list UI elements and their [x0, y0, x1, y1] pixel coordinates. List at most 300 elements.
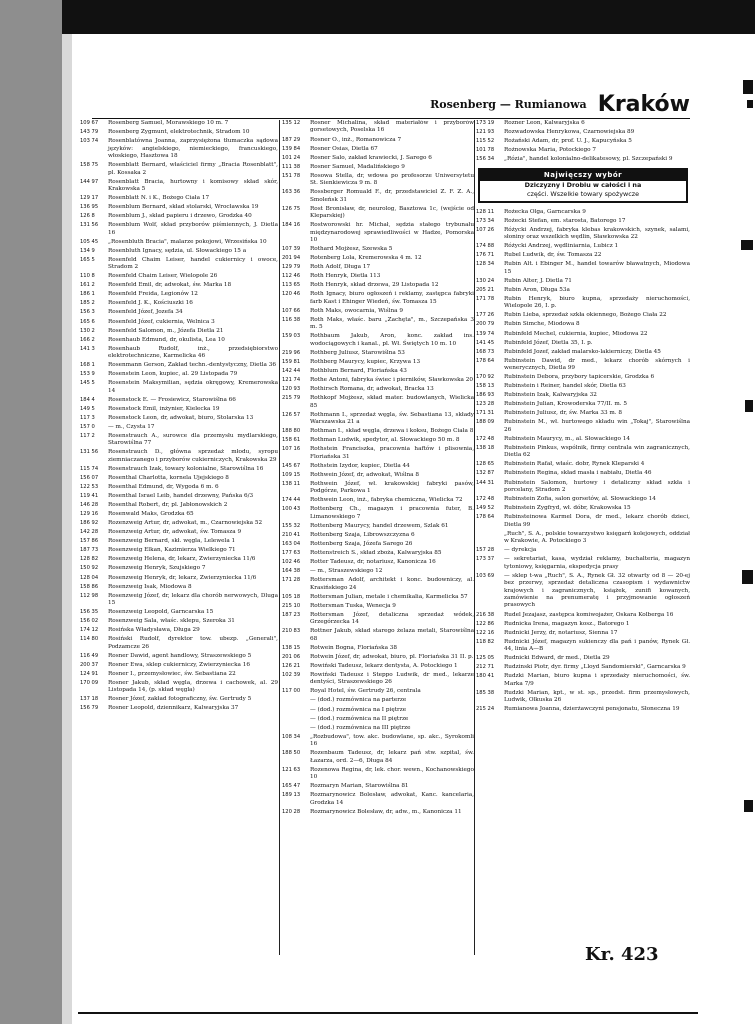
- subscriber-text: — sekretariat, kasa, wydział reklamy, buchalteria, magazyn tytoniowy, księgarnia, ekspedycja prasy: [504, 556, 690, 570]
- directory-entry: [476, 436, 690, 443]
- subscriber-text: Rottenberg Szaja, Józefa Sarego 26: [310, 540, 413, 547]
- phone-number: 149 52: [476, 505, 495, 512]
- subscriber-text: Rosenstock E. — Frosiewicz, Starowiślna 66: [108, 396, 236, 403]
- phone-number: 174 88: [476, 243, 495, 250]
- subscriber-text: Rothberg Maurycy, kupiec, Krzywa 13: [310, 358, 421, 365]
- subscriber-text: Rubin Lieba, sprzedaż szkła okiennego, Bożego Ciała 22: [504, 312, 667, 319]
- subscriber-text: Rubin Henryk, biuro kupna, sprzedaży nieruchomości, Wielopole 26, I. p.: [504, 295, 690, 310]
- subscriber-text: Rottersman Józef, detaliczna sprzedaż wódek, Grzegórzecka 14: [310, 611, 474, 626]
- phone-number: 158 86: [80, 583, 99, 590]
- subscriber-text: Rubinfeld Józef, Dietla 35, I. p.: [504, 339, 593, 346]
- subscriber-text: Rożnowska Maria, Potockiego 7: [504, 147, 597, 154]
- subscriber-text: Rosenblum J., skład papieru i drzewo, Grodzka 40: [108, 213, 252, 220]
- directory-entry: [282, 146, 474, 153]
- directory-entry: [476, 383, 690, 390]
- directory-entry: [282, 472, 474, 479]
- directory-entry: [80, 705, 278, 712]
- directory-entry: [80, 547, 278, 554]
- directory-entry: [80, 204, 278, 211]
- phone-number: 170 09: [80, 679, 99, 686]
- phone-number: 124 91: [80, 670, 99, 677]
- directory-entry: [80, 406, 278, 413]
- directory-entry: [282, 386, 474, 393]
- directory-entry: [80, 300, 278, 307]
- directory-entry: [80, 337, 278, 344]
- subscriber-text: Rosenstrauch A., surowce dla przemysłu mydlarskiego, Starowiślna 77: [108, 432, 278, 447]
- directory-entry: [476, 340, 690, 347]
- subscriber-text: Rosenmann Gerson, Zakład techn.-dentystyczny, Dietla 36: [108, 362, 276, 369]
- directory-entry: [282, 725, 474, 732]
- subscriber-text: Rozwadowska Henrykowa, Czarnowiejska 89: [504, 129, 635, 136]
- phone-number: 200 79: [476, 321, 495, 328]
- directory-entry: [80, 449, 278, 464]
- phone-number: 156 07: [80, 474, 99, 481]
- subscriber-text: Rosenbluth Ignacy, sędzia, ul. Słowackiego 15 a: [108, 247, 247, 254]
- subscriber-text: Rosenfeld Emil, dr, adwokat, św. Marka 18: [108, 282, 232, 289]
- directory-entry: [476, 410, 690, 417]
- subscriber-text: Rubinstein Maurycy, m., al. Słowackiego 14: [504, 435, 630, 442]
- phone-number: 111 38: [282, 163, 301, 170]
- directory-entry: [282, 809, 474, 816]
- subscriber-text: Rubin Alt. i Ebinger M., handel towarów bławatnych, Miodowa 15: [504, 261, 690, 275]
- directory-entry: [80, 319, 278, 326]
- subscriber-text: Rosińska Władysława, Długa 29: [108, 627, 200, 634]
- subscriber-text: Rosenblatt N. i K., Bożego Ciała 17: [108, 195, 210, 202]
- phone-number: 168 73: [476, 348, 495, 355]
- subscriber-text: Rosenzweig Isak, Miodowa 8: [108, 583, 192, 590]
- directory-entry: [282, 550, 474, 557]
- subscriber-text: Rosenzweig Sala, właśc. sklepu, Szeroka 31: [108, 618, 235, 625]
- directory-entry: [282, 716, 474, 723]
- phone-number: 163 36: [282, 189, 301, 196]
- phone-number: 142 28: [80, 529, 99, 536]
- directory-entry: [282, 446, 474, 461]
- directory-entry: [80, 222, 278, 237]
- phone-number: 116 49: [80, 652, 99, 659]
- scan-gutter-edge: [62, 0, 72, 1024]
- subscriber-text: Rozenzweig Artur, dr, adwokat, m., Czarnowiejska 52: [108, 520, 263, 527]
- directory-entry: [476, 331, 690, 338]
- phone-number: 136 95: [80, 204, 99, 211]
- phone-number: 158 61: [282, 437, 301, 444]
- directory-entry: [476, 312, 690, 319]
- directory-column-2: [282, 120, 474, 950]
- directory-entry: [80, 466, 278, 473]
- ad-title: Najwięcszy wybór: [480, 170, 686, 181]
- subscriber-text: Rosner Jakub, skład węgla, drzewa i cachowek, al. 29 Listopada 14, (p. skład węgla): [108, 679, 278, 694]
- directory-entry: [282, 734, 474, 749]
- directory-entry: [282, 523, 474, 530]
- directory-entry: [476, 612, 690, 619]
- subscriber-text: Rothkopf Mojżesz, skład mater. budowlanych, Wielicka 85: [310, 395, 474, 409]
- directory-entry: [80, 609, 278, 616]
- directory-entry: [476, 419, 690, 434]
- subscriber-text: Rubinstein Rafał, właśc. dobr, Rynek Kleparski 4: [504, 461, 645, 468]
- subscriber-text: Rozenowa Regina, dr, lek. chor. wewn., Kochanowskiego 10: [310, 766, 474, 781]
- subscriber-text: Rubinstein Julian, Krowoderska 77/II. m. 5: [504, 401, 628, 408]
- subscriber-text: Rosenblatt Bernard, właściciel firmy „Bracia Rosenblatt", pl. Kossaka 2: [108, 162, 278, 176]
- phone-number: 129 16: [80, 511, 99, 518]
- phone-number: 102 46: [282, 559, 301, 566]
- subscriber-text: — sklep t-wa „Ruch", S. A., Rynek Gł. 32 otwarty od 8 — 20-ej bez przerwy, sprzedaż detaliczna czasopism i wydawnictw krajowych i zagranicznych, książek, zunifi kowanych, zamówienie na prenumeratę i przyjmowanie ogłoszeń prasowych: [504, 572, 690, 609]
- subscriber-text: Rożecka Olga, Garncarska 9: [504, 208, 586, 215]
- subscriber-text: „Rózia", handel kolonialno-delikatesowy, pl. Szczepański 9: [504, 156, 673, 163]
- subscriber-text: Rottenberg Ch., magazyn i pracownia futer, B. Limanowskiego 7: [310, 506, 474, 520]
- directory-entry: [282, 612, 474, 627]
- subscriber-text: Rosenfeld J. K., Kościuszki 16: [108, 300, 193, 307]
- directory-entry: [282, 291, 474, 306]
- phone-number: 131 56: [80, 222, 99, 229]
- subscriber-text: Rosner Józef, zakład fotograficzny, św. Gertrudy 5: [108, 696, 252, 703]
- subscriber-text: Rudnicki Józef, magazyn sukienczy dla pań i panów, Rynek Gł. 44, linia A—B: [504, 638, 690, 653]
- directory-entry: [476, 470, 690, 477]
- column-divider: [474, 120, 475, 955]
- subscriber-text: Rosner Leopold, dziennikarz, Kalwaryjska 37: [108, 705, 239, 712]
- phone-number: 122 53: [80, 484, 99, 491]
- subscriber-text: Rubinstein Zofia, salon gorsetów, al. Słowackiego 14: [504, 496, 656, 503]
- directory-entry: [282, 481, 474, 496]
- phone-number: 112 46: [282, 273, 301, 280]
- directory-entry: [282, 577, 474, 592]
- phone-number: 144 97: [80, 178, 99, 185]
- directory-entry: [80, 680, 278, 695]
- subscriber-text: Rozmaryn Marian, Starowiślna 81: [310, 783, 409, 790]
- subscriber-text: Rosenfeld Chaim Leiser, handel cukiernicy i owoce, Stradom 2: [108, 256, 278, 271]
- directory-entry: [80, 593, 278, 608]
- directory-entry: [282, 428, 474, 435]
- phone-number: 156 35: [80, 609, 99, 616]
- directory-entry: [282, 173, 474, 188]
- directory-entry: [282, 395, 474, 410]
- subscriber-text: Rotter Tadeusz, dr, notariusz, Kanonicza 16: [310, 559, 436, 566]
- directory-entry: [282, 645, 474, 652]
- subscriber-text: Rosner Ewa, sklep cukierniczy, Zwierzyniecka 16: [108, 661, 250, 668]
- subscriber-text: Rubinsteinowa Karmel Dora, dr med., lekarz chorób dzieci, Dietla 99: [504, 514, 690, 528]
- subscriber-text: Rubin Simche, Miodowa 8: [504, 321, 580, 328]
- phone-number: 177 26: [476, 312, 495, 319]
- phone-number: 145 67: [282, 462, 301, 469]
- subscriber-text: Rothwein Józef, wł. krakowskiej fabryki pasów, Podgórze, Parkowa 1: [310, 480, 474, 495]
- phone-number: 126 8: [80, 213, 95, 220]
- directory-entry: [80, 120, 278, 127]
- phone-number: 118 82: [476, 638, 495, 645]
- running-head: Rosenberg — Rumianowa: [430, 98, 587, 111]
- phone-number: 105 18: [282, 593, 301, 600]
- phone-number: 139 84: [282, 145, 301, 152]
- subscriber-text: Rothwein Leon, inż., fabryka chemiczna, Wielicka 72: [310, 497, 463, 504]
- directory-entry: [282, 164, 474, 171]
- phone-number: 150 92: [80, 565, 99, 572]
- directory-entry: [476, 639, 690, 654]
- directory-entry: [476, 261, 690, 276]
- directory-column-1: [80, 120, 278, 950]
- directory-entry: [476, 321, 690, 328]
- phone-number: 105 45: [80, 238, 99, 245]
- subscriber-text: Rowiński Tadeusz, lekarz dentysta, A. Potockiego 1: [310, 662, 458, 669]
- subscriber-text: Rosenthal Israel Leib, handel drzewny, Pańska 6/3: [108, 493, 254, 500]
- directory-entry: [80, 371, 278, 378]
- phone-number: 144 31: [476, 479, 495, 486]
- subscriber-text: Rożecki Stefan, em. starosta, Batorego 17: [504, 217, 626, 224]
- directory-entry: [80, 627, 278, 634]
- directory-entry: [80, 273, 278, 280]
- subscriber-text: Rosowa Stella, dr, wdowa po profesorze Uniwersytetu St. Sienkiewicza 9 m. 8: [310, 172, 474, 187]
- directory-entry: [476, 556, 690, 571]
- directory-entry: [80, 138, 278, 160]
- phone-number: 115 52: [476, 138, 495, 145]
- phone-number: 116 38: [282, 316, 301, 323]
- subscriber-text: Rubinstein Juliusz, dr, św. Marka 33 m. 8: [504, 410, 623, 417]
- directory-entry: [282, 688, 474, 695]
- phone-number: 156 79: [80, 705, 99, 712]
- subscriber-text: Rottenstreich S., skład zboża, Kalwaryjska 85: [310, 550, 442, 557]
- directory-entry: [476, 496, 690, 503]
- directory-entry: [282, 672, 474, 687]
- directory-entry: [80, 575, 278, 582]
- directory-entry: [80, 415, 278, 422]
- phone-number: 146 28: [80, 502, 99, 509]
- phone-number: 115 74: [80, 465, 99, 472]
- directory-entry: [476, 573, 690, 610]
- subscriber-text: Rosenberg Zygmunt, elektrotechnik, Stradom 10: [108, 129, 250, 136]
- directory-entry: [282, 437, 474, 444]
- phone-number: 173 19: [476, 120, 495, 126]
- phone-number: 170 92: [476, 374, 495, 381]
- subscriber-text: Rudnicka Irena, magazyn kosz., Batorego 1: [504, 620, 630, 627]
- subscriber-text: Rozmarynowicz Bolesław, adwokat, Kanc. kancelaria, Grodzka 14: [310, 792, 474, 806]
- directory-entry: [476, 630, 690, 637]
- directory-entry: [80, 696, 278, 703]
- phone-number: 210 41: [282, 531, 301, 538]
- phone-number: 187 23: [282, 611, 301, 618]
- phone-number: 142 44: [282, 368, 301, 375]
- phone-number: 117 2: [80, 432, 95, 439]
- directory-entry: [80, 653, 278, 660]
- directory-entry: [282, 246, 474, 253]
- phone-number: 205 21: [476, 286, 495, 293]
- directory-entry: [282, 541, 474, 548]
- directory-entry: [476, 278, 690, 285]
- phone-number: 103 69: [476, 572, 495, 579]
- phone-number: 128 11: [476, 208, 495, 215]
- phone-number: 131 56: [80, 449, 99, 456]
- directory-entry: [80, 636, 278, 651]
- subscriber-text: Rothard Mojżesz, Szewska 5: [310, 246, 393, 253]
- directory-entry: [282, 333, 474, 348]
- subscriber-text: Rosenzweig Elkan, Kazimierza Wielkiego 71: [108, 547, 236, 554]
- subscriber-text: Rudnicki Jerzy, dr, notariusz, Sienna 17: [504, 629, 618, 636]
- phone-number: 165 6: [80, 318, 95, 325]
- subscriber-text: Rosenhaub Edmund, dr, okulista, Lea 10: [108, 336, 225, 343]
- subscriber-text: Rost Bronisław, dr, neurolog, Basztowa 1c, (wejście od Kleparskiej): [310, 205, 474, 220]
- directory-entry: [476, 252, 690, 259]
- phone-number: 186 93: [476, 392, 495, 399]
- directory-entry: [282, 155, 474, 162]
- phone-number: 166 2: [80, 336, 95, 343]
- subscriber-text: Rubinstein Regina, skład masła i nabiału, Dietla 46: [504, 470, 652, 477]
- phone-number: 141 3: [80, 345, 95, 352]
- subscriber-text: Rosner Michalina, skład materiałów i przyborów gorsetowych, Poselska 16: [310, 120, 474, 134]
- phone-number: 157 28: [476, 547, 495, 554]
- phone-number: 212 71: [476, 664, 495, 671]
- directory-entry: [282, 350, 474, 357]
- directory-entry: [282, 750, 474, 765]
- page-number: Kr. 423: [585, 944, 659, 965]
- phone-number: 120 93: [282, 386, 301, 393]
- directory-entry: [80, 328, 278, 335]
- subscriber-text: Rubin Aron, Długa 53a: [504, 286, 570, 293]
- phone-number: 101 24: [282, 154, 301, 161]
- phone-number: 158 75: [80, 162, 99, 169]
- subscriber-text: Rotwein Józef, dr, adwokat, biuro, pl. Floriańska 31 II. p.: [310, 653, 474, 660]
- directory-entry: [80, 520, 278, 527]
- subscriber-text: Rubinstein Salomon, hurtowy i detaliczny skład szkła i porcelany, Stradom 2: [504, 479, 690, 493]
- subscriber-text: Rottersman Tuska, Wenecja 9: [310, 602, 396, 609]
- directory-entry: [476, 706, 690, 713]
- subscriber-text: Rosenzweig Bernard, skł. węgla, Lelewela 1: [108, 538, 236, 545]
- phone-number: 120 28: [282, 808, 301, 815]
- subscriber-text: Rubinfeld Mechel, cukiernia, kupiec, Miodowa 22: [504, 330, 648, 337]
- subscriber-text: Różycki Andrzej, fabryka klebas krakowskich, szynek, salami, słoniny oraz wszelkich wędlin, Sławkowska 22: [504, 226, 690, 241]
- subscriber-text: Rozmarynowicz Bolesław, dr, adw., m., Kanonicza 11: [310, 808, 462, 815]
- subscriber-text: Rosenstock Leon, dr, adwokat, biuro, Stolarska 13: [108, 414, 254, 421]
- phone-number: 132 87: [476, 470, 495, 477]
- phone-number: 126 21: [282, 662, 301, 669]
- phone-number: 200 37: [80, 661, 99, 668]
- phone-number: 137 18: [80, 696, 99, 703]
- phone-number: 215 79: [282, 395, 301, 402]
- directory-entry: [80, 584, 278, 591]
- phone-number: 149 5: [80, 405, 95, 412]
- phone-number: 178 64: [476, 357, 495, 364]
- subscriber-text: Rudzinski Piotr, dyr. firmy „Lloyd Sandomierski", Garncarska 9: [504, 664, 686, 671]
- directory-entry: [282, 628, 474, 643]
- subscriber-text: Różycki Andrzej, wędliniarnia, Lubicz 1: [504, 243, 619, 250]
- subscriber-text: Royal Hotel, św. Gertrudy 26, centrala: [310, 688, 421, 695]
- subscriber-text: Rubinstein Debora, przybory tapicerskie, Grodzka 6: [504, 374, 655, 381]
- phone-number: 215 10: [282, 602, 301, 609]
- phone-number: 201 06: [282, 653, 301, 660]
- ad-line-1: Dziczyzny i Drobiu w całości i na: [524, 180, 642, 189]
- phone-number: 156 02: [80, 618, 99, 625]
- directory-entry: [476, 374, 690, 381]
- subscriber-text: Rothberg Juliusz, Starowiślna 53: [310, 349, 405, 356]
- directory-entry: [282, 463, 474, 470]
- directory-entry: [282, 594, 474, 601]
- phone-number: 157 0: [80, 423, 95, 430]
- phone-number: 126 75: [282, 205, 301, 212]
- phone-number: 107 16: [282, 446, 301, 453]
- subscriber-text: — m., Straszewskiego 12: [310, 568, 383, 575]
- phone-number: 145 5: [80, 380, 95, 387]
- subscriber-text: Rosenfeld Chaim Leiser, Wielopole 26: [108, 273, 218, 280]
- subscriber-text: Rubin Alter, J. Dietla 71: [504, 277, 572, 284]
- phone-number: 123 28: [476, 401, 495, 408]
- phone-number: 158 13: [476, 383, 495, 390]
- directory-entry: [80, 671, 278, 678]
- scan-right-edge-marks: [739, 0, 755, 1024]
- header-rule: [92, 118, 690, 119]
- subscriber-text: Rottenberg Szaja, Librowszczyzna 6: [310, 531, 415, 538]
- phone-number: 126 57: [282, 411, 301, 418]
- directory-entry: [80, 529, 278, 536]
- directory-entry: [282, 497, 474, 504]
- directory-entry: [80, 380, 278, 395]
- directory-entry: [282, 255, 474, 262]
- subscriber-text: Rosenwald Maks, Grodzka 65: [108, 511, 194, 518]
- subscriber-text: Rothstein Izydor, kupiec, Dietla 44: [310, 462, 410, 469]
- directory-entry: [476, 531, 690, 546]
- subscriber-text: Rudzki Marian, kpt., w st. sp., przedst. firm przemysłowych, Ludwik, Olkuska 26: [504, 689, 690, 704]
- directory-entry: [80, 511, 278, 518]
- directory-entry: [80, 179, 278, 194]
- subscriber-text: Rosenstrauch D., główna sprzedaż młodu, syropu ziemniaczanego i przyborów cukierniczych, Krakowska 29: [108, 449, 278, 463]
- ad-line-2: części. Wszelkie towary spożywcze: [526, 189, 640, 198]
- phone-number: 121 93: [476, 129, 495, 136]
- subscriber-text: Rothe Antoni, fabryka świec i pierników, Sławkowska 20: [310, 377, 473, 384]
- subscriber-text: Rosiński Rudolf, dyrektor tow. ubezp. „Generali", Podzamcze 26: [108, 636, 278, 650]
- phone-number: 157 86: [80, 538, 99, 545]
- directory-entry: [80, 129, 278, 136]
- phone-number: 153 9: [80, 371, 95, 378]
- phone-number: 165 5: [80, 256, 95, 263]
- directory-entry: [80, 162, 278, 177]
- subscriber-text: Rosner Osias, Dietla 67: [310, 145, 378, 152]
- directory-entry: [282, 137, 474, 144]
- subscriber-text: — (dod.) rozmównica na parterze: [310, 697, 407, 704]
- subscriber-text: Rubinfeld Jozef, zakład malarsko-lakierniczy, Dietla 45: [504, 348, 661, 355]
- subscriber-text: Roth Adolf, Długa 17: [310, 264, 371, 271]
- phone-number: 128 04: [80, 574, 99, 581]
- phone-number: 171 28: [282, 577, 301, 584]
- phone-number: 122 16: [476, 629, 495, 636]
- subscriber-text: Rożański Adam, dr, prof. U. J., Kapucyńska 5: [504, 138, 632, 145]
- bottom-rule: [78, 1012, 698, 1014]
- phone-number: 100 43: [282, 506, 301, 513]
- directory-entry: [476, 243, 690, 250]
- subscriber-text: „Ruch", S. A., polskie towarzystwo księgarń kolejowych, oddział w Krakowie, A. Potockiego 3: [504, 530, 690, 545]
- subscriber-text: — (dod.) rozmównica na III piętrze: [310, 724, 411, 731]
- phone-number: 163 04: [282, 540, 301, 547]
- directory-entry: [282, 308, 474, 315]
- subscriber-text: Rosenzweig Helena, dr, lekarz, Zwierzyniecka 11/6: [108, 556, 256, 563]
- phone-number: 128 34: [476, 261, 495, 268]
- phone-number: 125 05: [476, 655, 495, 662]
- directory-entry: [282, 506, 474, 521]
- phone-number: 107 26: [476, 226, 495, 233]
- directory-entry: [476, 296, 690, 311]
- phone-number: 138 15: [282, 644, 301, 651]
- phone-number: 177 63: [282, 550, 301, 557]
- subscriber-text: Rothman Ludwik, spedytor, al. Słowackiego 50 m. 8: [310, 437, 460, 444]
- phone-number: 189 13: [282, 792, 301, 799]
- subscriber-text: Rubel Ludwik, dr, św. Tomasza 22: [504, 252, 602, 259]
- directory-entry: [476, 129, 690, 136]
- subscriber-text: Rosenzweig Artur, dr, adwokat, św. Tomasza 9: [108, 529, 242, 536]
- directory-entry: [282, 222, 474, 244]
- subscriber-text: Rudzki Marian, biuro kupna i sprzedaży nieruchomości, św. Marka 7/9: [504, 673, 690, 687]
- subscriber-text: Rosenfeld Józef, cukiernia, Welnica 3: [108, 318, 215, 325]
- subscriber-text: Rosenhaub Rudolf, inż., przedsiębiorstwo elektrotechniczne, Karmelicka 46: [108, 345, 278, 360]
- directory-entry: [476, 349, 690, 356]
- subscriber-text: Roth Henryk, skład drzewa, 29 Listopada 12: [310, 282, 439, 289]
- phone-number: 109 67: [80, 120, 99, 126]
- subscriber-text: Rosenfeld Salomon, m., Józefa Dietla 21: [108, 327, 224, 334]
- directory-entry: [80, 248, 278, 255]
- phone-number: 120 46: [282, 291, 301, 298]
- directory-entry: [282, 654, 474, 661]
- phone-number: 117 00: [282, 688, 301, 695]
